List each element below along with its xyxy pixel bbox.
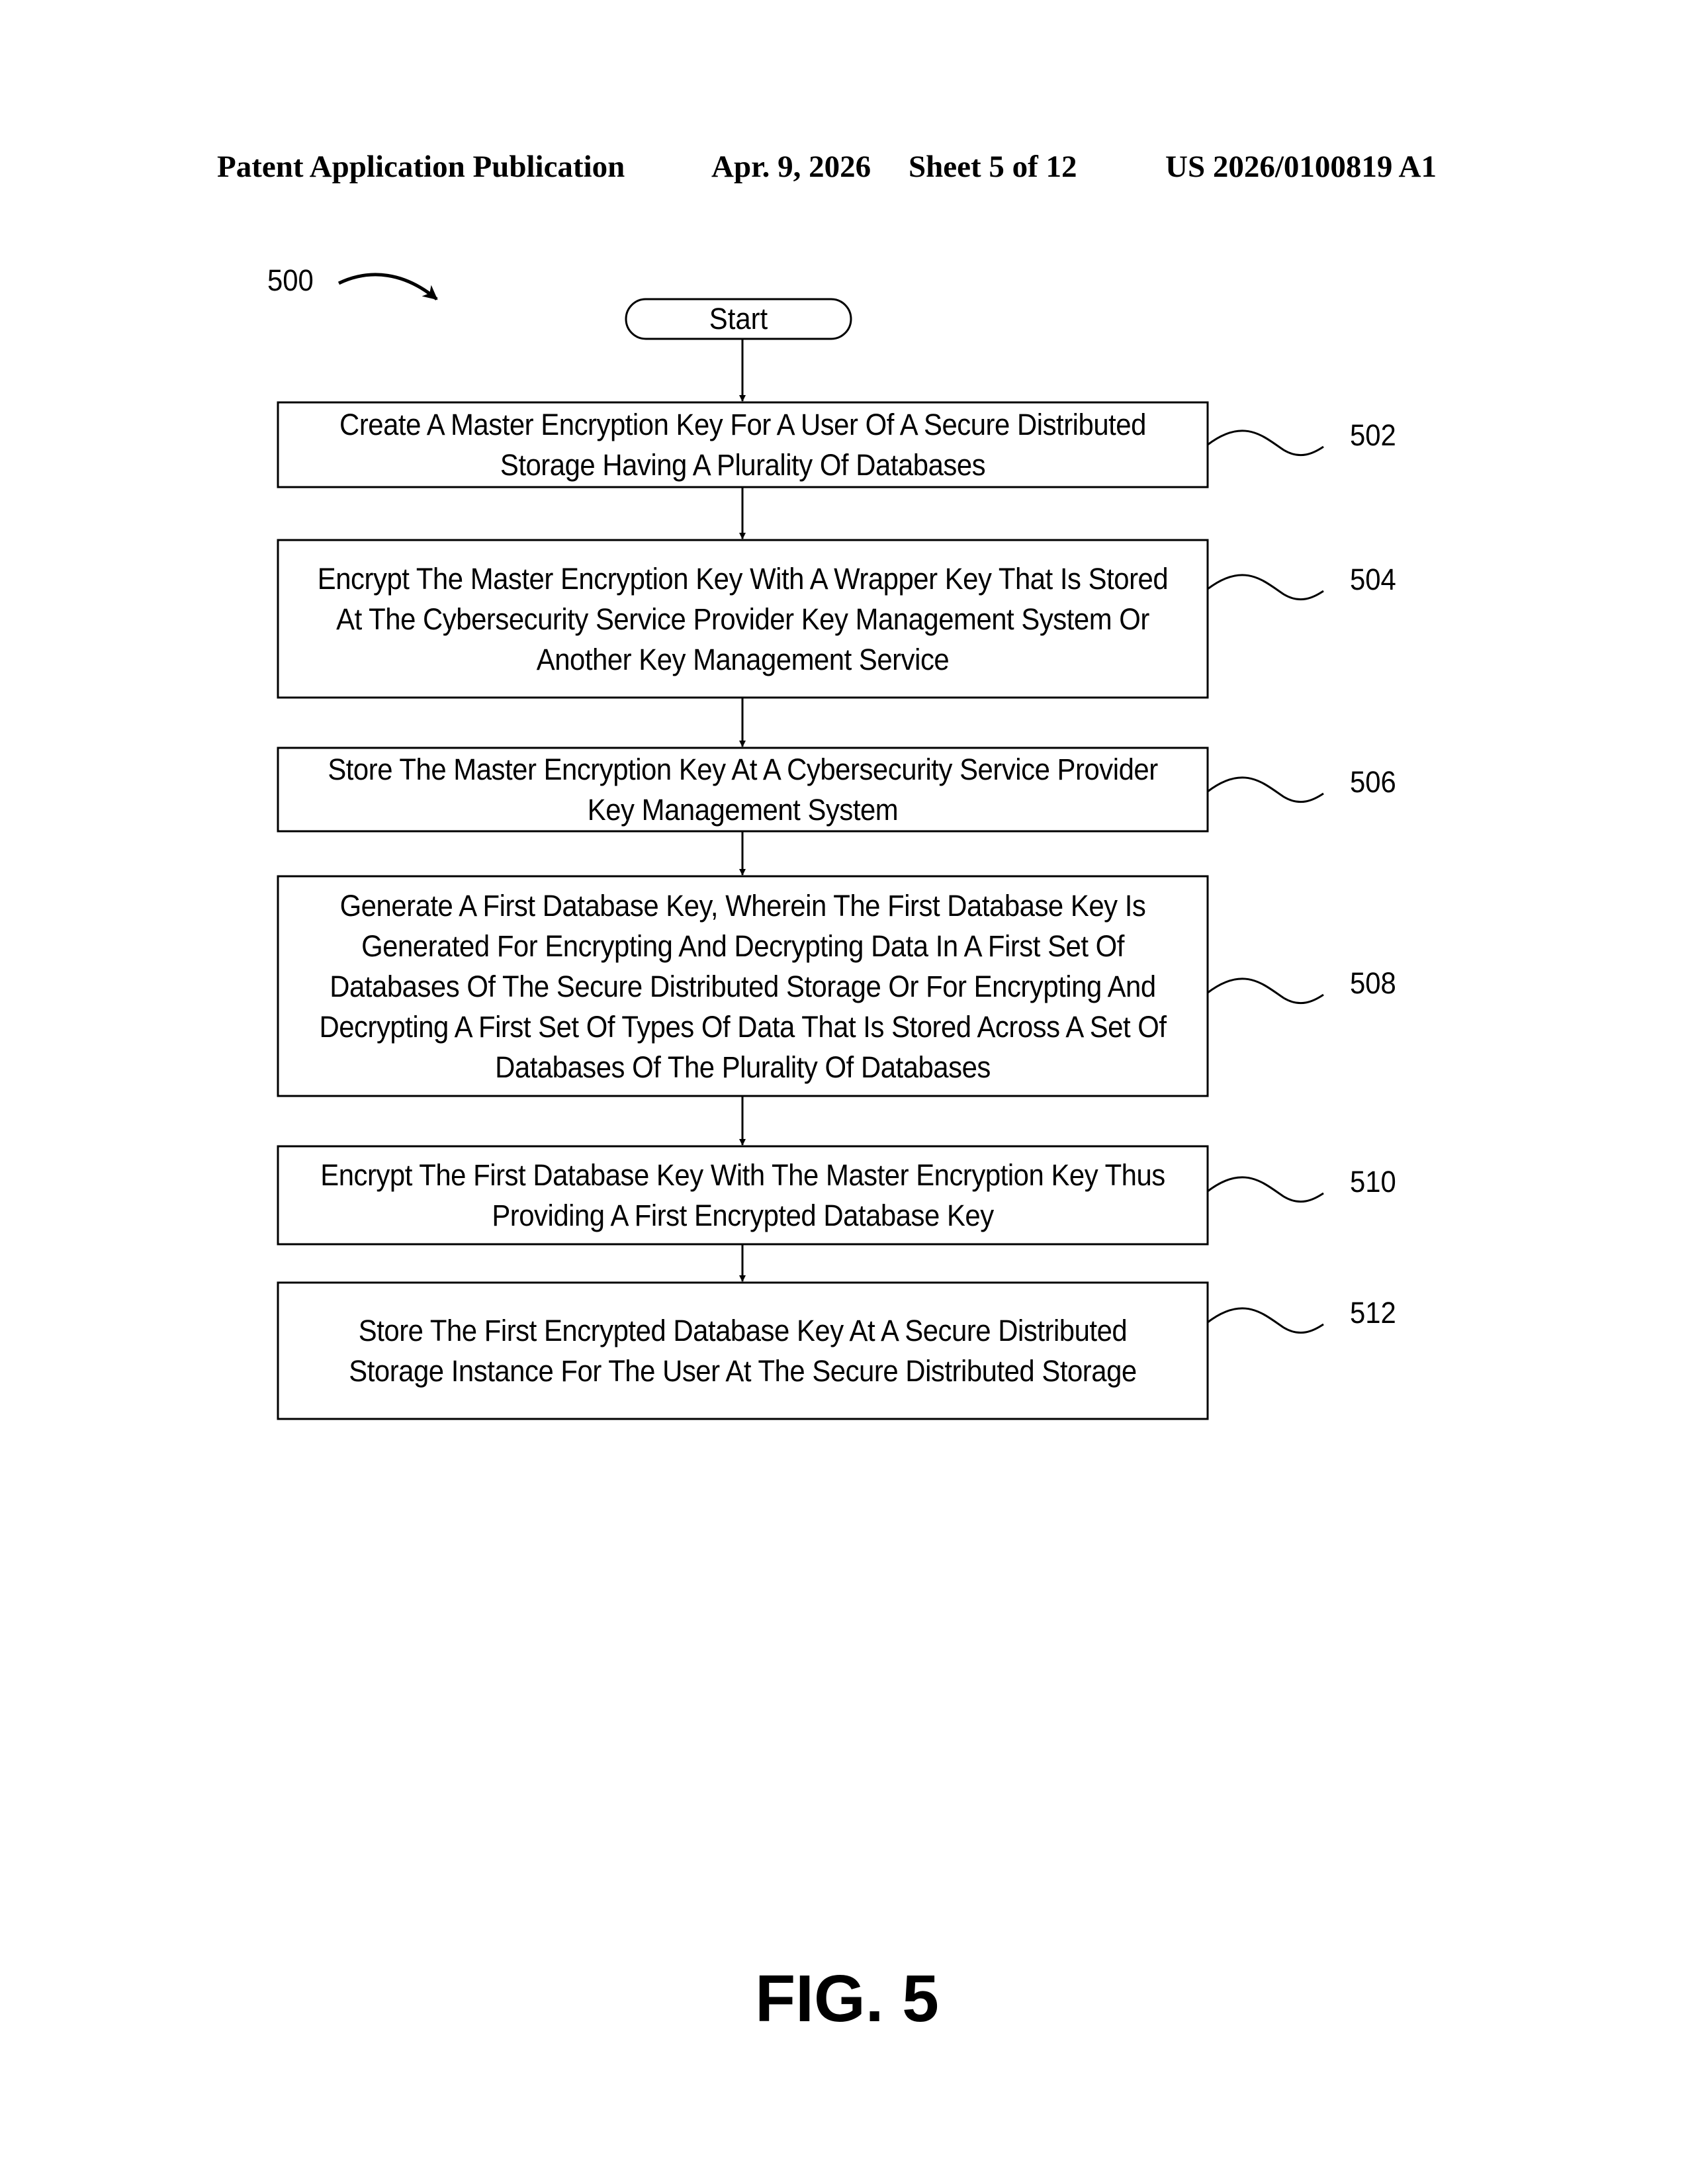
leader-line-512 bbox=[1208, 1308, 1323, 1333]
header-sheet: Sheet 5 of 12 bbox=[909, 150, 1077, 184]
step-512-ref: 512 bbox=[1350, 1296, 1396, 1330]
leader-line-510 bbox=[1208, 1177, 1323, 1202]
header-date: Apr. 9, 2026 bbox=[711, 150, 871, 184]
step-502-text: Create A Master Encryption Key For A User Of A Secure Distributed Storage Having A Plurality Of Databases bbox=[339, 408, 1146, 482]
header-publication-number: US 2026/0100819 A1 bbox=[1165, 150, 1437, 184]
step-506-ref: 506 bbox=[1350, 765, 1396, 799]
figure-pointer-arrow bbox=[339, 275, 437, 299]
step-508-text: Generate A First Database Key, Wherein The First Database Key Is Generated For Encrypting And Decrypting Data In A First Set Of Databases Of The Secure Distributed Storage Or For Encrypting And Decrypting A First Set Of Types Of Data That Is Stored Across A Set Of Databases Of The Plurality Of Databases bbox=[319, 888, 1167, 1084]
step-506-text: Store The Master Encryption Key At A Cybersecurity Service Provider Key Management System bbox=[328, 752, 1158, 827]
step-512-text: Store The First Encrypted Database Key At A Secure Distributed Storage Instance For The User At The Secure Distributed Storage bbox=[349, 1314, 1137, 1388]
start-label: Start bbox=[709, 302, 768, 336]
header-publication: Patent Application Publication bbox=[217, 150, 625, 184]
step-502-ref: 502 bbox=[1350, 418, 1396, 452]
leader-line-506 bbox=[1208, 778, 1323, 802]
figure-reference-numeral: 500 bbox=[267, 263, 314, 297]
step-510-text: Encrypt The First Database Key With The Master Encryption Key Thus Providing A First Encrypted Database Key bbox=[320, 1158, 1165, 1232]
leader-line-502 bbox=[1208, 431, 1323, 455]
step-510-ref: 510 bbox=[1350, 1165, 1396, 1199]
leader-line-508 bbox=[1208, 979, 1323, 1003]
step-504-ref: 504 bbox=[1350, 563, 1396, 596]
leader-line-504 bbox=[1208, 575, 1323, 600]
step-504-text: Encrypt The Master Encryption Key With A Wrapper Key That Is Stored At The Cybersecurity Service Provider Key Management System Or Another Key Management Service bbox=[317, 561, 1169, 676]
step-508-ref: 508 bbox=[1350, 966, 1396, 1000]
figure-label: FIG. 5 bbox=[755, 1962, 939, 2036]
